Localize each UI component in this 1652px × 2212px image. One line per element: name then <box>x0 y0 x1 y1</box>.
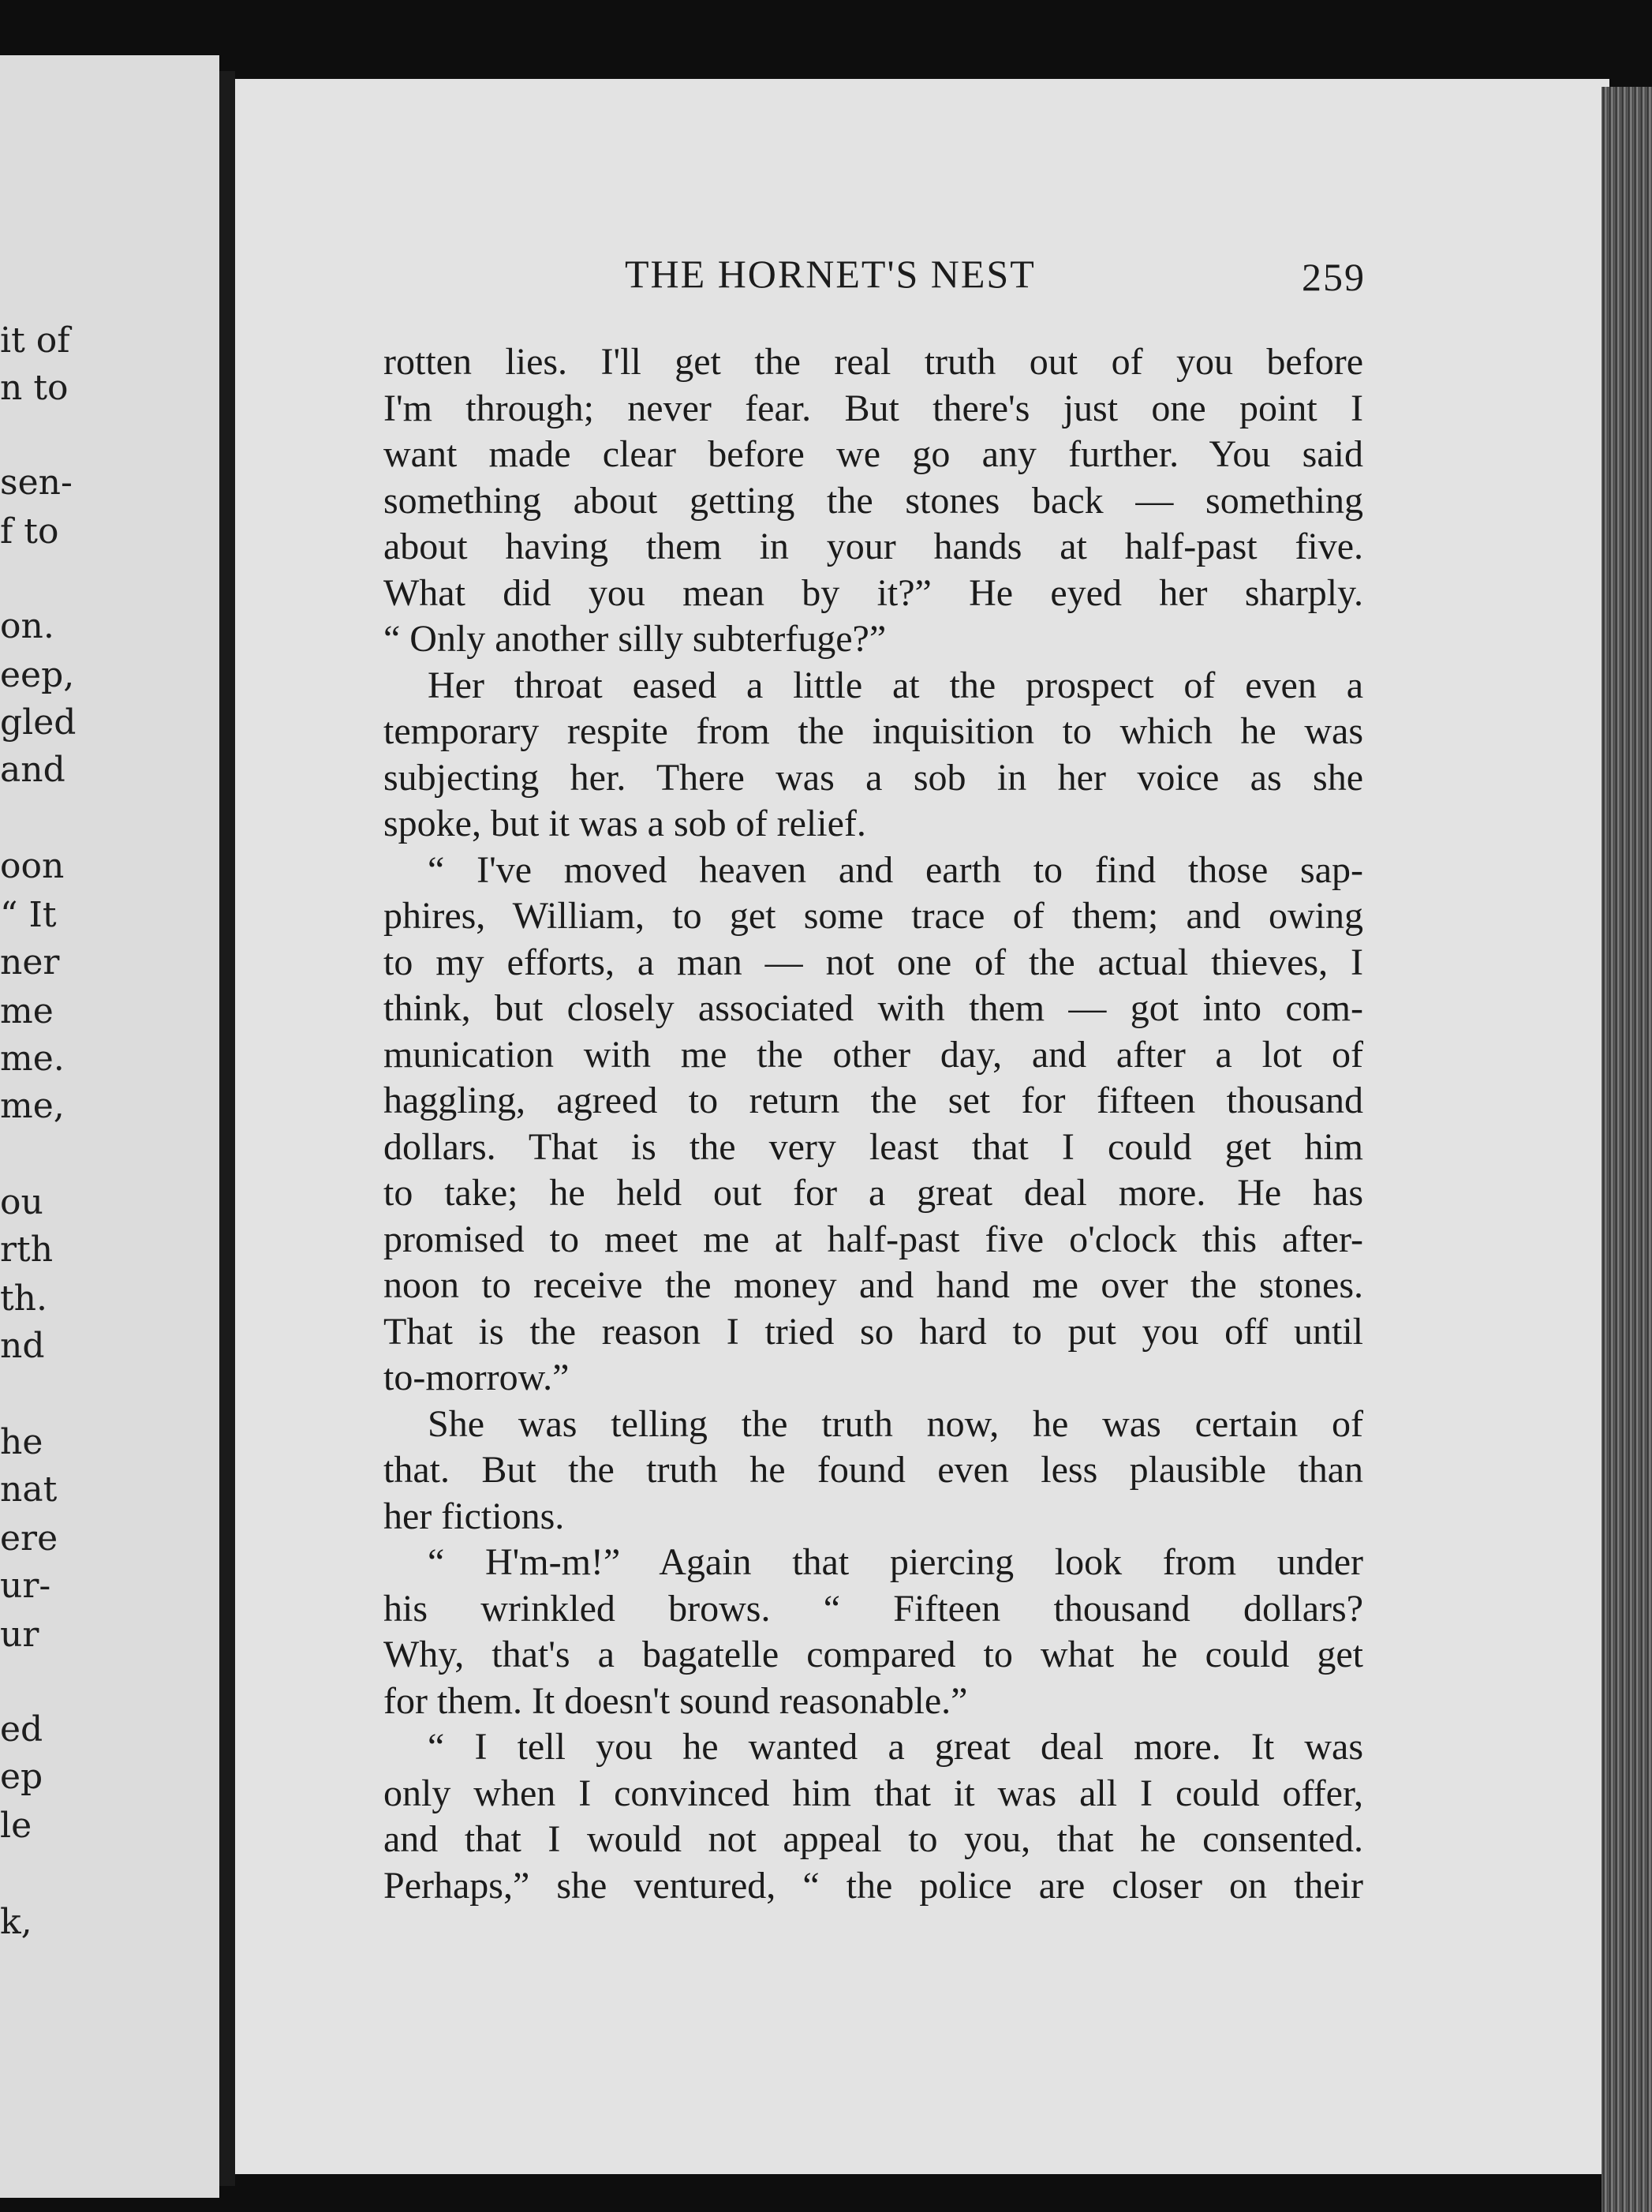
page-edge-stack <box>1602 87 1652 2212</box>
text-line: spoke, but it was a sob of relief. <box>383 803 866 844</box>
text-line: rotten lies. I'll get the real truth out of you before <box>383 341 1363 383</box>
text-line: about having them in your hands at half-past five. <box>383 526 1363 567</box>
facing-page-fragment: ep <box>0 1757 43 1797</box>
text-line: “ H'm-m!” Again that piercing look from under <box>428 1541 1363 1583</box>
text-line: “ I tell you he wanted a great deal more. It was <box>428 1726 1363 1768</box>
facing-page-fragment: rth <box>0 1230 54 1270</box>
facing-page-fragment: it of <box>0 320 70 361</box>
text-line: That is the reason I tried so hard to put you off until <box>383 1310 1363 1353</box>
text-line: What did you mean by it?” He eyed her sharply. <box>383 571 1363 614</box>
facing-page-fragment: gled <box>0 702 77 743</box>
facing-page-fragment: f to <box>0 511 59 552</box>
facing-page-fragment: eep, <box>0 655 75 695</box>
facing-page-fragment: he <box>0 1422 43 1462</box>
text-line: She was telling the truth now, he was certain of <box>428 1402 1363 1445</box>
facing-page-fragment: k, <box>0 1902 32 1942</box>
facing-page-fragment: ou <box>0 1182 43 1222</box>
page-number: 259 <box>1302 255 1366 299</box>
facing-page-fragment: oon <box>0 846 65 886</box>
book-page <box>235 79 1609 2174</box>
running-head-title: THE HORNET'S NEST <box>625 252 1036 296</box>
facing-page-fragment: nat <box>0 1469 58 1510</box>
text-line: munication with me the other day, and after a lot of <box>383 1033 1363 1076</box>
text-line: “ I've moved heaven and earth to find those sap- <box>428 848 1363 891</box>
facing-page-fragment: ner <box>0 942 60 982</box>
text-line: her fictions. <box>383 1495 565 1537</box>
text-line: temporary respite from the inquisition to which he was <box>383 710 1363 752</box>
text-line: for them. It doesn't sound reasonable.” <box>383 1679 968 1722</box>
facing-page-fragment: sen- <box>0 462 73 503</box>
body-text <box>383 339 1363 1909</box>
facing-page-fragment: n to <box>0 368 69 408</box>
text-line: “ Only another silly subterfuge?” <box>383 618 887 660</box>
text-line: his wrinkled brows. “ Fifteen thousand dollars? <box>383 1587 1363 1630</box>
facing-page <box>0 55 219 2198</box>
text-line: Why, that's a bagatelle compared to what he could get <box>383 1634 1363 1675</box>
text-line: promised to meet me at half-past five o'clock this after- <box>383 1218 1363 1260</box>
facing-page-fragment: “ It <box>0 895 57 935</box>
facing-page-fragment: me, <box>0 1086 65 1126</box>
facing-page-fragment: ere <box>0 1518 58 1559</box>
text-line: dollars. That is the very least that I could get him <box>383 1125 1363 1168</box>
text-line: to my efforts, a man — not one of the actual thieves, I <box>383 941 1363 983</box>
text-line: something about getting the stones back — something <box>383 479 1363 522</box>
text-line: phires, William, to get some trace of them; and owing <box>383 895 1363 937</box>
text-line: subjecting her. There was a sob in her voice as she <box>383 756 1363 799</box>
text-line: to take; he held out for a great deal more. He has <box>383 1172 1363 1214</box>
text-line: Perhaps,” she ventured, “ the police are closer on their <box>383 1864 1363 1907</box>
facing-page-fragment: me <box>0 991 54 1031</box>
book-gutter <box>219 71 235 2186</box>
text-line: that. But the truth he found even less plausible than <box>383 1449 1363 1491</box>
text-line: noon to receive the money and hand me over the stones. <box>383 1264 1363 1306</box>
text-line: only when I convinced him that it was all I could offer, <box>383 1772 1363 1814</box>
facing-page-fragment: th. <box>0 1278 48 1319</box>
facing-page-fragment: ed <box>0 1709 43 1750</box>
facing-page-fragment: le <box>0 1806 32 1846</box>
facing-page-fragment: ur <box>0 1615 39 1655</box>
text-line: think, but closely associated with them — got into com- <box>383 987 1363 1029</box>
text-line: I'm through; never fear. But there's just one point I <box>383 387 1363 429</box>
text-line: Her throat eased a little at the prospect of even a <box>428 664 1363 706</box>
text-line: haggling, agreed to return the set for fifteen thousand <box>383 1080 1363 1121</box>
facing-page-fragment: me. <box>0 1039 65 1079</box>
facing-page-fragment: ur- <box>0 1566 51 1606</box>
facing-page-fragment: on. <box>0 606 54 646</box>
text-line: to-morrow.” <box>383 1357 570 1398</box>
facing-page-fragment: and <box>0 750 65 790</box>
text-line: want made clear before we go any further. You said <box>383 433 1363 475</box>
text-line: and that I would not appeal to you, that he consented. <box>383 1818 1363 1860</box>
facing-page-fragment: nd <box>0 1326 45 1366</box>
